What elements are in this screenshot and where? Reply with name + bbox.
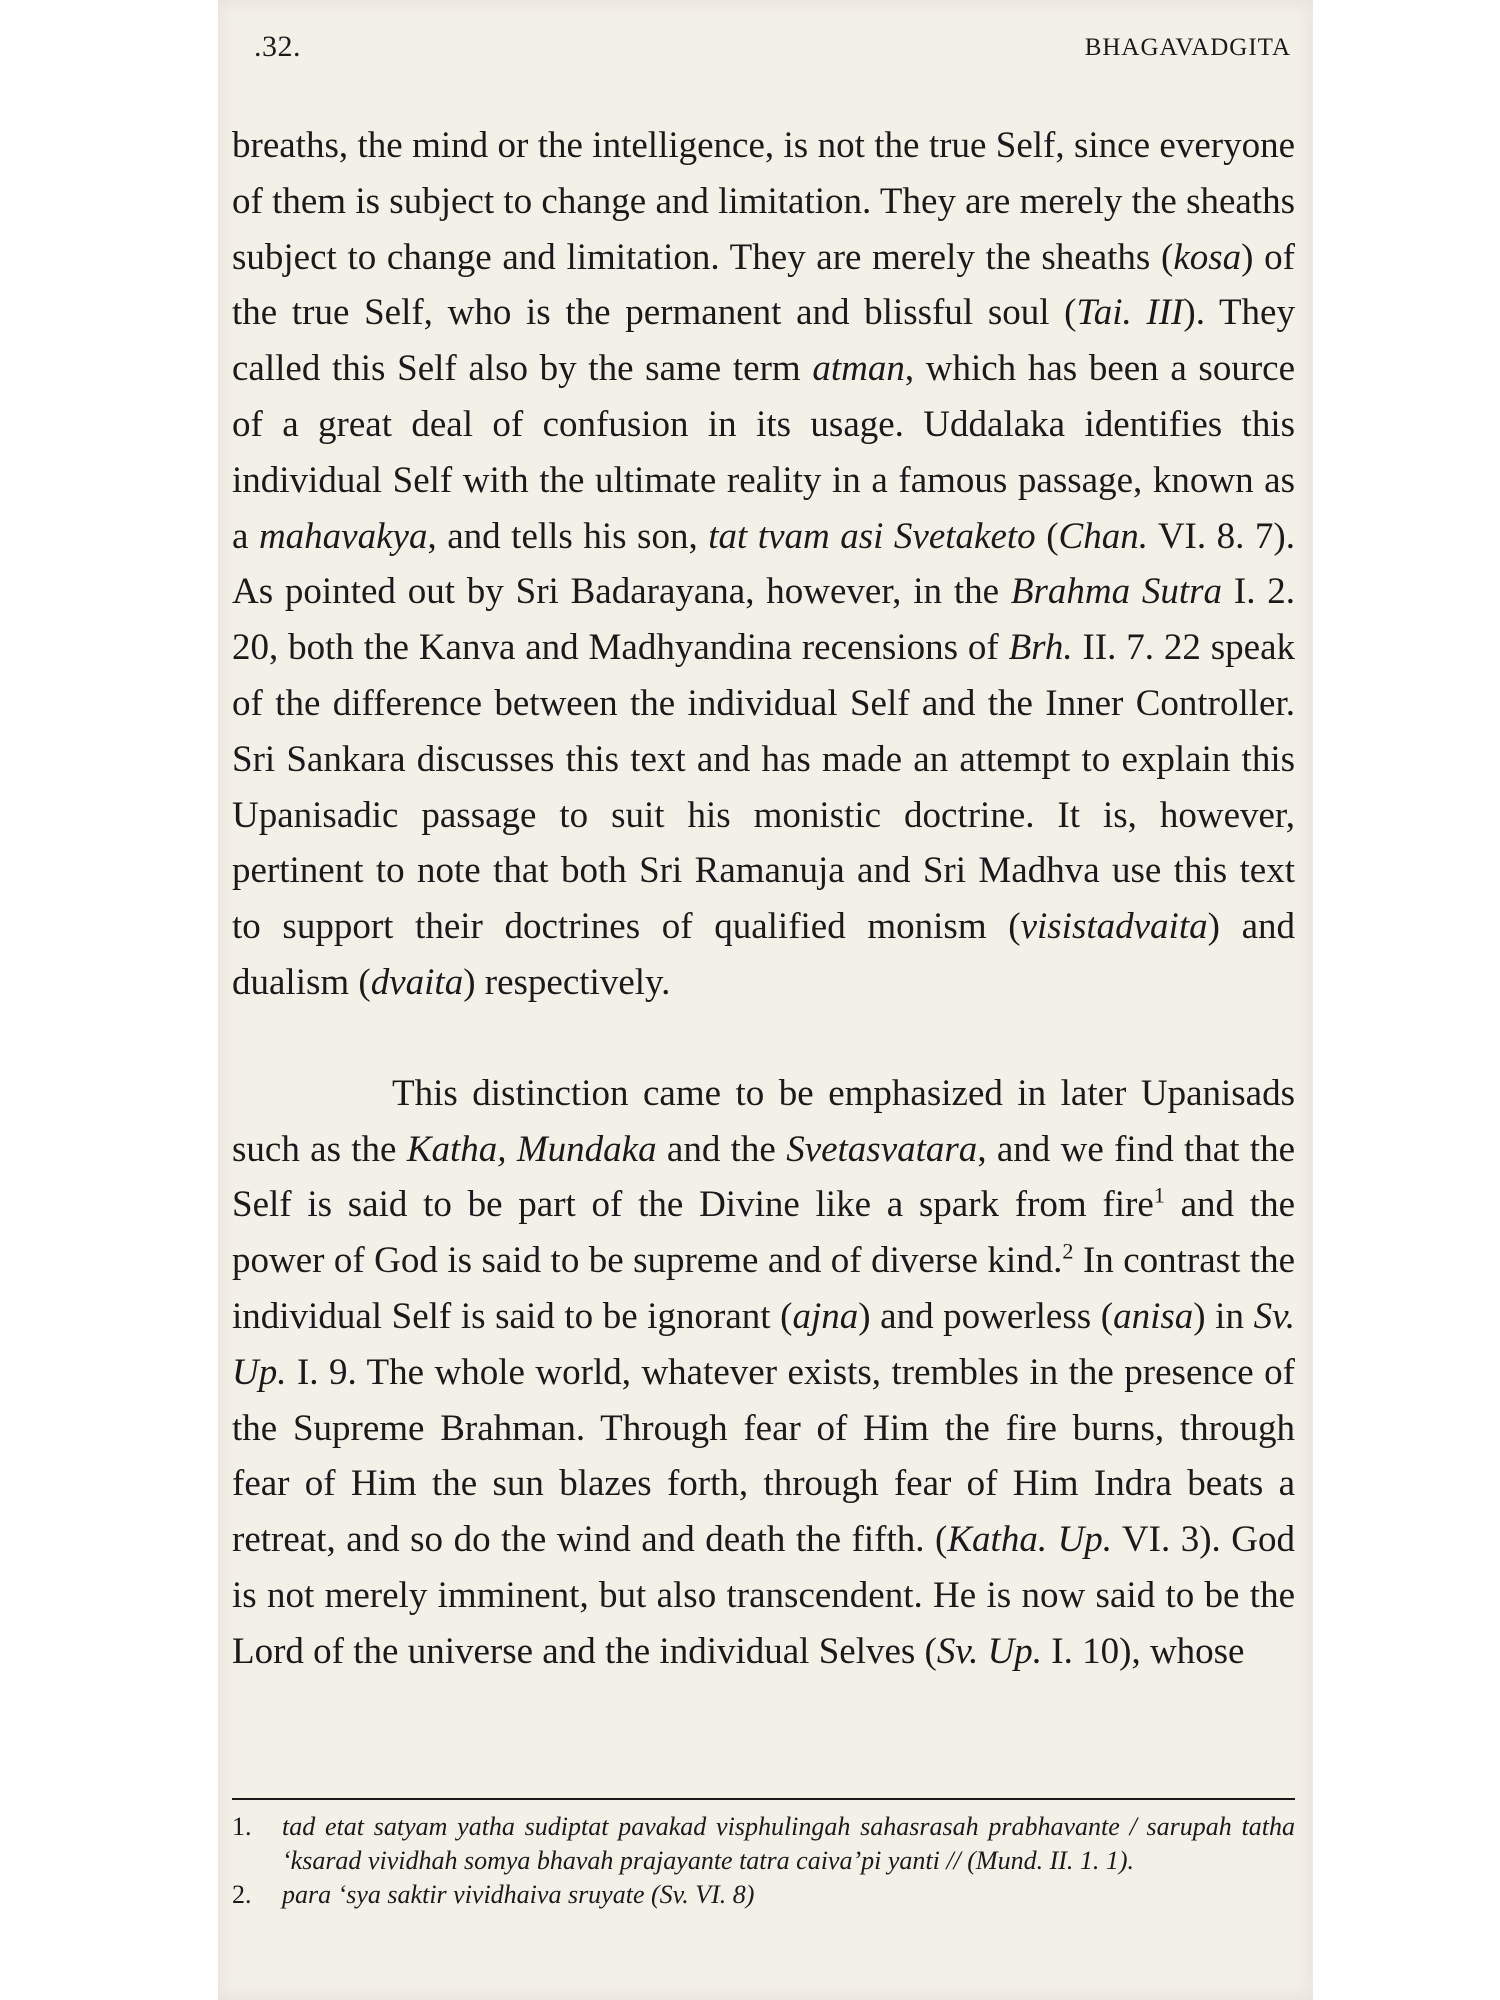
footnote-ref: 1: [1153, 1183, 1165, 1209]
italic-term: atman: [812, 348, 905, 390]
italic-term: Tai. III: [1076, 292, 1184, 334]
italic-term: Sv. Up.: [936, 1630, 1043, 1672]
italic-term: tat tvam asi Svetaketo: [708, 515, 1036, 557]
text-run: II. 7. 22 speak of the difference between the individual Self and the Inner Controller. Sri Sankara discusses this text and has made an attempt to explain this Upanisadic passage to suit his monistic doctrine. It is, however, pertinent to note that both Sri Ramanuja and Sri Madhva use this text to support their doctrines of qualified monism (: [232, 627, 1295, 948]
text-run: I. 2. 20, both the Kanva and Madhyandina recensions of: [232, 571, 1296, 669]
page-header: [254, 30, 1291, 70]
text-run: ) of the true Self, who is the permanent and blissful soul (: [232, 236, 1295, 334]
text-run: ) and powerless (: [858, 1295, 1114, 1337]
text-run: ) respectively.: [463, 961, 671, 1003]
paragraph: [232, 118, 1295, 1011]
italic-term: visistadvaita: [1020, 906, 1208, 948]
text-run: VI. 3). God is not merely imminent, but also transcendent. He is now said to be the Lord of the universe and the individual Selves (: [232, 1519, 1296, 1672]
text-run: , and we find that the Self is said to be part of the Divine like a spark from fire: [232, 1128, 1296, 1226]
italic-term: Sv. Up.: [232, 1295, 1296, 1393]
italic-term: Chan.: [1058, 515, 1148, 557]
text-run: VI. 8. 7). As pointed out by Sri Badarayana, however, in the: [232, 515, 1295, 613]
text-run: and the power of God is said to be supreme and of diverse kind.: [232, 1184, 1295, 1282]
footnote-text: tad etat satyam yatha sudiptat pavakad visphulingah sahasrasah prabhavante / sarupah tatha ‘ksarad vividhah somya bhavah prajayante tatra caiva’pi yanti // (Mund. II. 1. 1).: [282, 1812, 1295, 1875]
running-head: BHAGAVADGITA: [1084, 34, 1291, 61]
text-run: I. 10), whose: [1042, 1630, 1245, 1672]
text-run: ). They called this Self also by the same term: [232, 292, 1295, 390]
text-run: ) and dualism (: [232, 906, 1296, 1003]
text-run: breaths, the mind or the intelligence, is not the true Self, since everyone of them is subject to change and limitation. They are merely the sheaths subject to change and limitation. They are merely the sheaths (: [232, 125, 1295, 278]
italic-term: dvaita: [370, 961, 464, 1003]
text-run: In contrast the individual Self is said to be ignorant (: [232, 1240, 1295, 1337]
italic-term: Brh.: [1008, 627, 1073, 669]
italic-term: mahavakya: [258, 515, 428, 557]
italic-term: Svetasvatara: [786, 1128, 978, 1170]
footnote-ref: 2: [1062, 1238, 1074, 1264]
footnote: [232, 1810, 1295, 1878]
italic-term: anisa: [1113, 1295, 1194, 1337]
italic-term: Katha, Mundaka: [406, 1128, 657, 1170]
italic-term: Katha. Up.: [947, 1519, 1113, 1561]
text-run: I. 9. The whole world, whatever exists, trembles in the presence of the Supreme Brahman. Through fear of Him the fire burns, through fear of Him the sun blazes forth, through fear of Him Indra beats a retreat, and so do the wind and death the fifth. (: [232, 1351, 1295, 1561]
page-number: .32.: [254, 30, 301, 63]
footnote-divider: [232, 1798, 1295, 1800]
footnote-text: para ‘sya saktir vividhaiva sruyate (Sv. VI. 8): [282, 1880, 755, 1909]
paragraph: [232, 1066, 1295, 1680]
text-run: ) in: [1193, 1295, 1254, 1337]
text-run: (: [1035, 515, 1059, 557]
footnote-number: 1.: [232, 1812, 252, 1841]
book-page: [218, 0, 1313, 2000]
text-run: and the: [656, 1128, 787, 1170]
footnote-number: 2.: [232, 1880, 252, 1909]
text-run: , which has been a source of a great deal of confusion in its usage. Uddalaka identifies this individual Self with the ultimate reality in a famous passage, known as a: [232, 348, 1295, 557]
footnotes: [232, 1810, 1295, 1912]
italic-term: Brahma Sutra: [1010, 571, 1223, 613]
footnote: [232, 1878, 1295, 1912]
body-text: [232, 118, 1295, 1680]
text-run: This distinction came to be emphasized in later Upanisads such as the: [232, 1072, 1295, 1170]
italic-term: ajna: [792, 1295, 859, 1337]
italic-term: kosa: [1173, 236, 1242, 278]
text-run: , and tells his son,: [427, 515, 709, 557]
